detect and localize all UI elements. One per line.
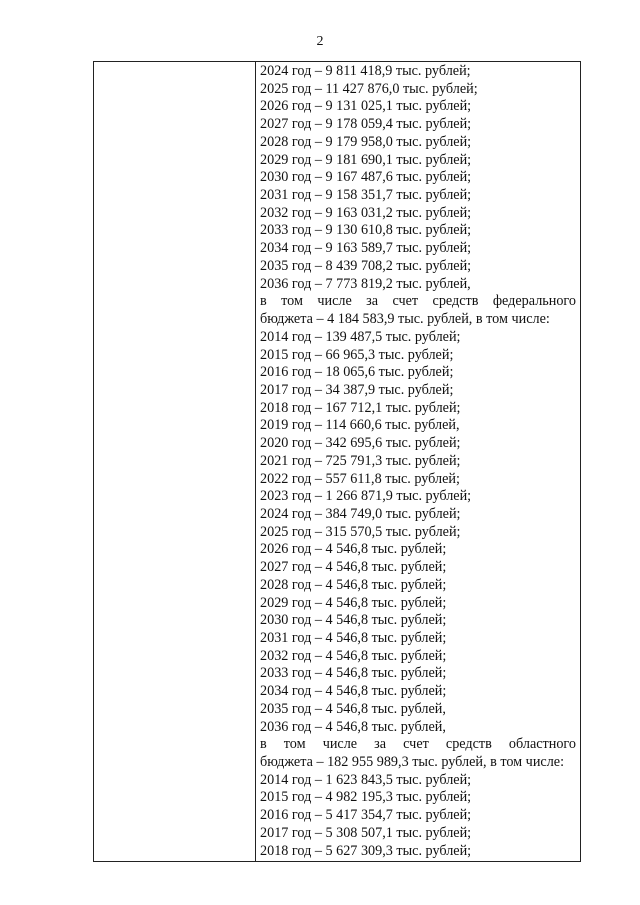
page-number: 2	[316, 34, 324, 49]
text-line: 2035 год – 8 439 708,2 тыс. рублей;	[260, 257, 472, 274]
text-line: 2014 год – 139 487,5 тыс. рублей;	[260, 328, 461, 345]
text-line: 2017 год – 34 387,9 тыс. рублей;	[260, 381, 454, 398]
text-line: 2017 год – 5 308 507,1 тыс. рублей;	[260, 824, 472, 841]
text-line: 2024 год – 9 811 418,9 тыс. рублей;	[260, 63, 471, 79]
text-line: 2032 год – 9 163 031,2 тыс. рублей;	[260, 204, 472, 221]
text-line: 2035 год – 4 546,8 тыс. рублей,	[260, 700, 446, 717]
text-line: 2015 год – 66 965,3 тыс. рублей;	[260, 346, 454, 363]
text-line: 2028 год – 4 546,8 тыс. рублей;	[260, 576, 447, 593]
text-line: 2036 год – 7 773 819,2 тыс. рублей,	[260, 275, 471, 292]
text-line: 2019 год – 114 660,6 тыс. рублей,	[260, 417, 460, 434]
financing-table	[93, 61, 581, 862]
text-line: 2025 год – 315 570,5 тыс. рублей;	[260, 523, 461, 540]
text-line: 2018 год – 167 712,1 тыс. рублей;	[260, 399, 461, 416]
text-line: 2016 год – 18 065,6 тыс. рублей;	[260, 364, 454, 381]
text-line: 2015 год – 4 982 195,3 тыс. рублей;	[260, 789, 472, 806]
text-line: 2031 год – 9 158 351,7 тыс. рублей;	[260, 187, 472, 204]
text-line: 2024 год – 384 749,0 тыс. рублей;	[260, 505, 461, 522]
text-line: 2034 год – 9 163 589,7 тыс. рублей;	[260, 240, 472, 257]
text-line: 2014 год – 1 623 843,5 тыс. рублей;	[260, 771, 472, 788]
text-line: 2021 год – 725 791,3 тыс. рублей;	[260, 452, 461, 469]
text-line: 2026 год – 9 131 025,1 тыс. рублей;	[260, 98, 472, 115]
table-left-cell	[94, 62, 256, 861]
text-line: 2031 год – 4 546,8 тыс. рублей;	[260, 630, 447, 646]
text-line: 2030 год – 4 546,8 тыс. рублей;	[260, 612, 447, 629]
table-right-cell	[256, 62, 580, 861]
text-line: 2026 год – 4 546,8 тыс. рублей;	[260, 541, 447, 558]
text-line: 2033 год – 9 130 610,8 тыс. рублей;	[260, 222, 472, 239]
text-line: 2029 год – 4 546,8 тыс. рублей;	[260, 594, 447, 611]
text-line: 2023 год – 1 266 871,9 тыс. рублей;	[260, 488, 472, 505]
text-line-regional-total: бюджета – 182 955 989,3 тыс. рублей, в том числе:	[260, 754, 565, 771]
text-line: 2027 год – 4 546,8 тыс. рублей;	[260, 559, 447, 576]
text-line-federal-total: бюджета – 4 184 583,9 тыс. рублей, в том числе:	[260, 311, 550, 328]
text-line: 2018 год – 5 627 309,3 тыс. рублей;	[260, 842, 472, 859]
text-line: 2025 год – 11 427 876,0 тыс. рублей;	[260, 80, 478, 97]
text-line-federal-intro: в том числе за счет средств федерального	[260, 293, 576, 310]
text-line: 2030 год – 9 167 487,6 тыс. рублей;	[260, 169, 472, 186]
text-line: 2027 год – 9 178 059,4 тыс. рублей;	[260, 116, 472, 133]
text-line: 2032 год – 4 546,8 тыс. рублей;	[260, 647, 447, 664]
text-line: 2033 год – 4 546,8 тыс. рублей;	[260, 665, 447, 682]
text-line: 2036 год – 4 546,8 тыс. рублей,	[260, 718, 446, 735]
text-line: 2020 год – 342 695,6 тыс. рублей;	[260, 435, 461, 452]
text-line: 2016 год – 5 417 354,7 тыс. рублей;	[260, 807, 472, 824]
text-line-regional-intro: в том числе за счет средств областного	[260, 736, 576, 753]
text-line: 2028 год – 9 179 958,0 тыс. рублей;	[260, 133, 472, 150]
text-line: 2022 год – 557 611,8 тыс. рублей;	[260, 470, 460, 487]
text-line: 2029 год – 9 181 690,1 тыс. рублей;	[260, 151, 472, 168]
text-line: 2034 год – 4 546,8 тыс. рублей;	[260, 683, 447, 700]
